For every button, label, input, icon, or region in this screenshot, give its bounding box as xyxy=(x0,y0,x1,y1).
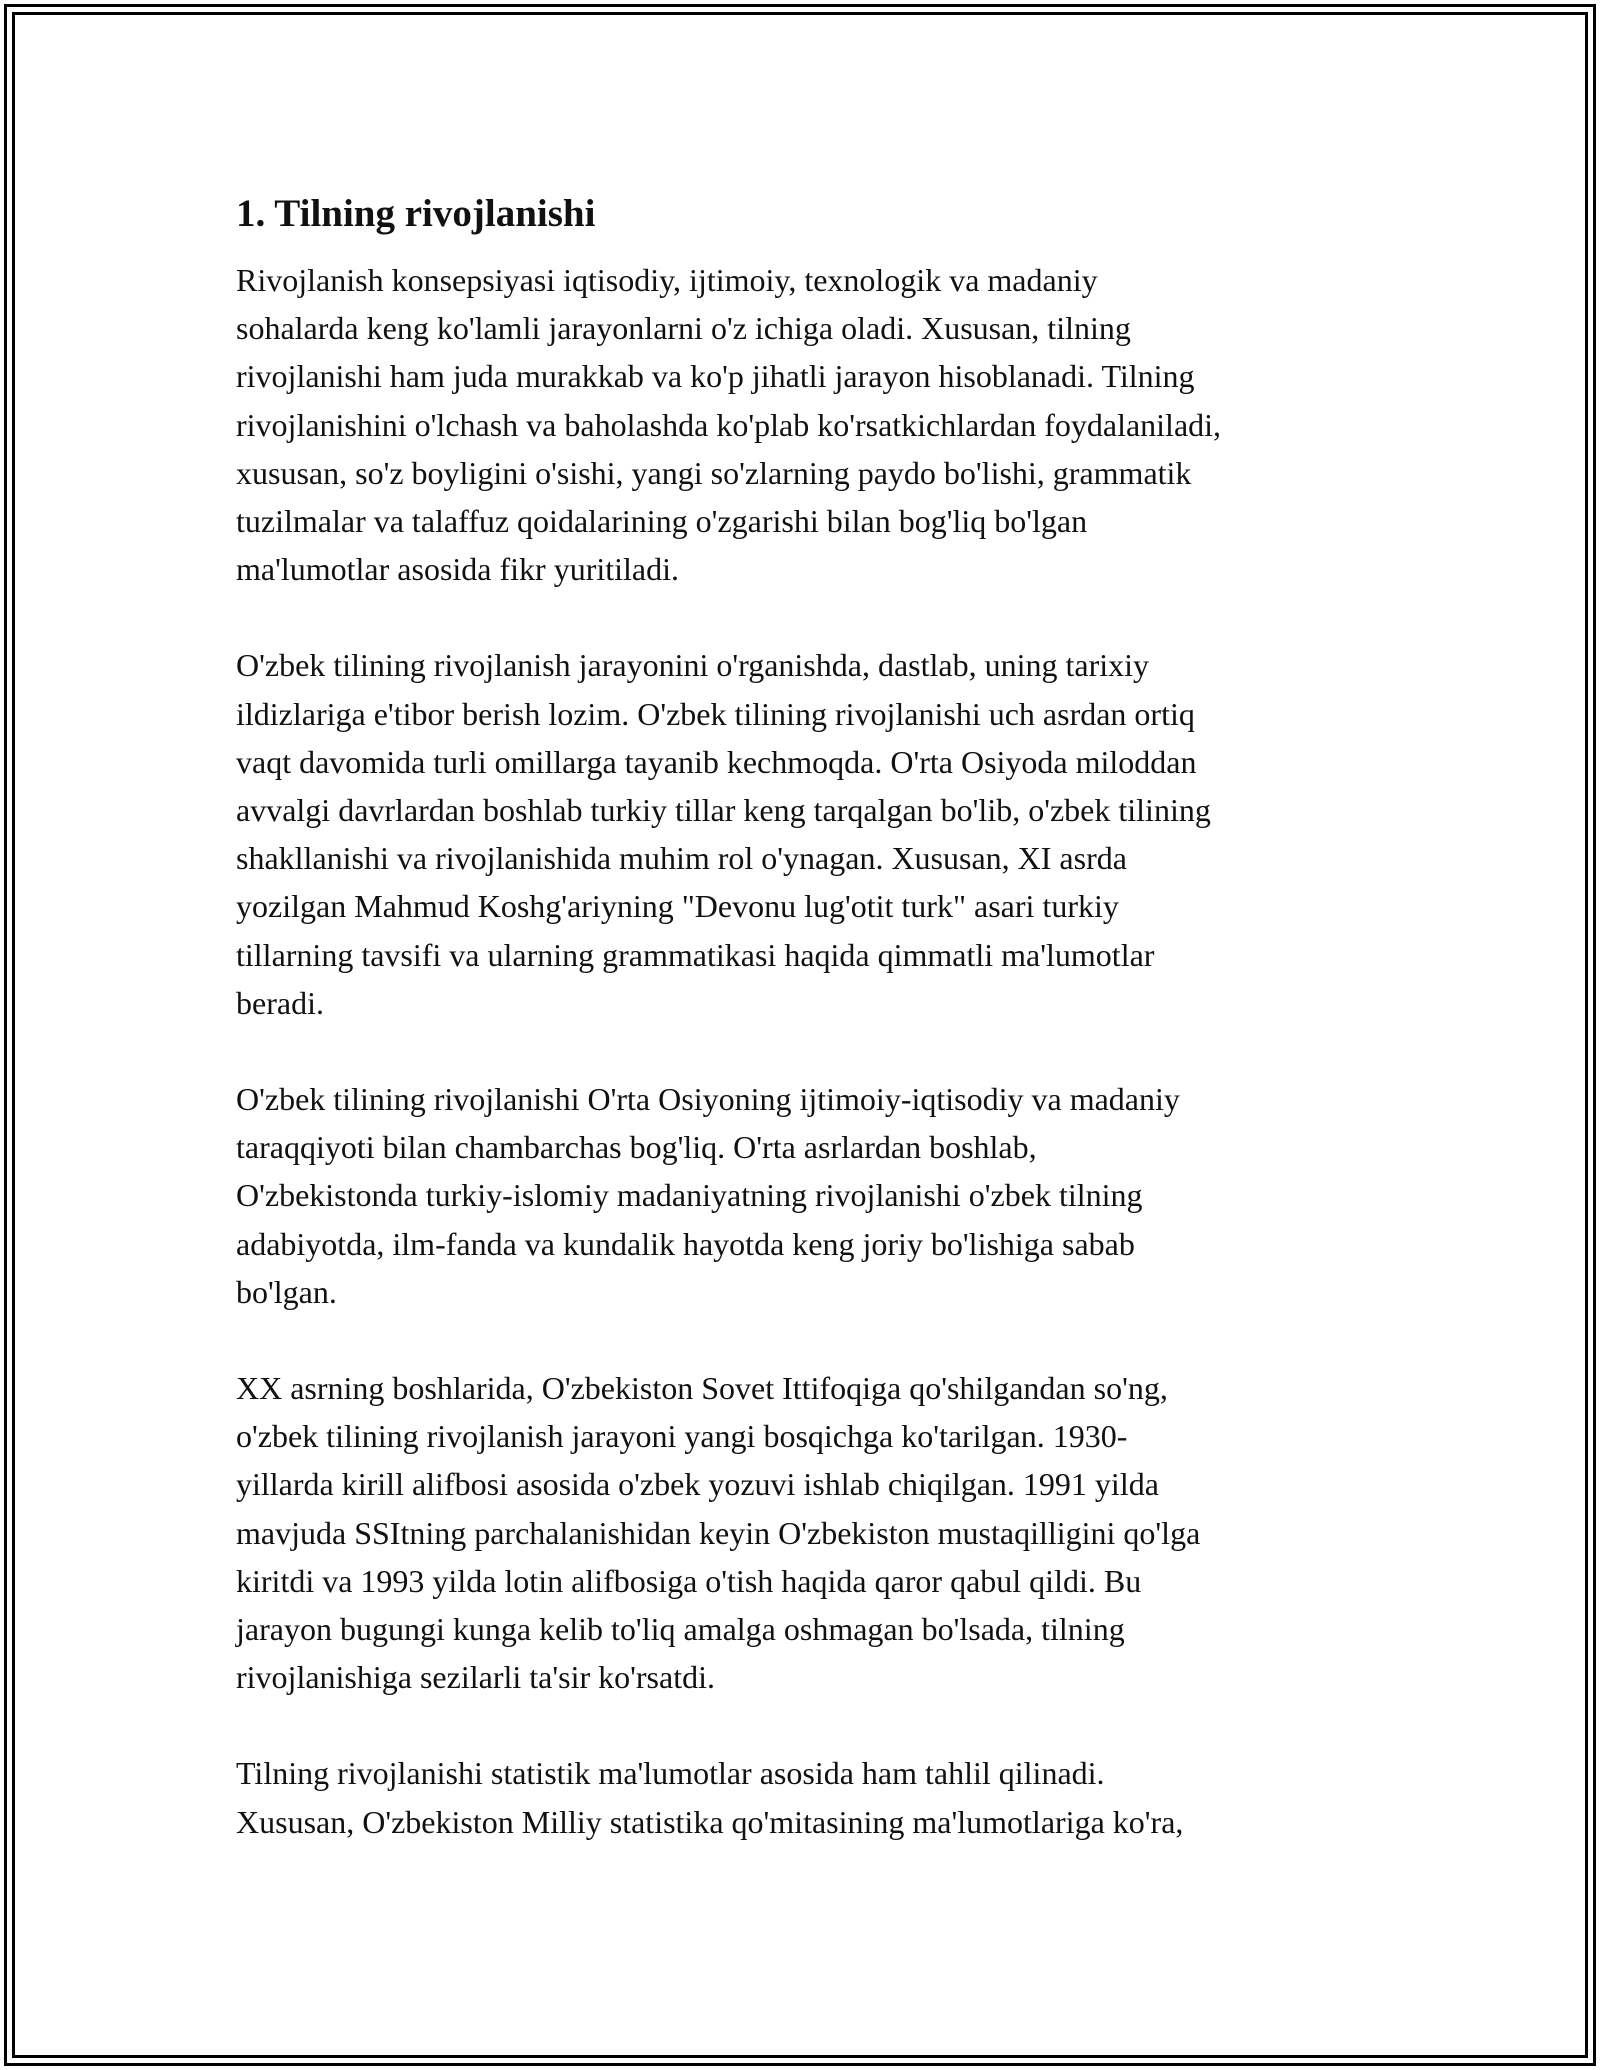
text-line: vaqt davomida turli omillarga tayanib kechmoqda. O'rta Osiyoda miloddan xyxy=(236,743,1197,780)
paragraph xyxy=(236,256,1386,593)
text-line: ildizlariga e'tibor berish lozim. O'zbek tilining rivojlanishi uch asrdan ortiq xyxy=(236,695,1195,732)
text-line: yozilgan Mahmud Koshg'ariyning "Devonu lug'otit turk" asari turkiy xyxy=(236,888,1119,925)
paragraph xyxy=(236,1749,1386,1845)
text-line: tuzilmalar va talaffuz qoidalarining o'zgarishi bilan bog'liq bo'lgan xyxy=(236,503,1088,540)
text-line: bo'lgan. xyxy=(236,1273,337,1310)
text-line: shakllanishi va rivojlanishida muhim rol o'ynagan. Xususan, XI asrda xyxy=(236,840,1127,877)
text-line: tillarning tavsifi va ularning grammatikasi haqida qimmatli ma'lumotlar xyxy=(236,936,1155,973)
paragraph xyxy=(236,1364,1386,1701)
text-line: O'zbek tilining rivojlanish jarayonini o'rganishda, dastlab, uning tarixiy xyxy=(236,647,1149,684)
paragraph xyxy=(236,641,1386,1027)
text-line: yillarda kirill alifbosi asosida o'zbek yozuvi ishlab chiqilgan. 1991 yilda xyxy=(236,1466,1159,1503)
text-line: beradi. xyxy=(236,984,324,1021)
paragraph-list xyxy=(236,256,1386,1846)
text-line: sohalarda keng ko'lamli jarayonlarni o'z ichiga oladi. Xususan, tilning xyxy=(236,310,1131,347)
text-line: o'zbek tilining rivojlanish jarayoni yangi bosqichga ko'tarilgan. 1930- xyxy=(236,1418,1128,1455)
text-line: mavjuda SSItning parchalanishidan keyin O'zbekiston mustaqilligini qo'lga xyxy=(236,1514,1201,1551)
text-line: avvalgi davrlardan boshlab turkiy tillar keng tarqalgan bo'lib, o'zbek tilining xyxy=(236,792,1211,829)
text-line: XX asrning boshlarida, O'zbekiston Sovet Ittifoqiga qo'shilgandan so'ng, xyxy=(236,1370,1168,1407)
text-line: rivojlanishini o'lchash va baholashda ko'plab ko'rsatkichlardan foydalaniladi, xyxy=(236,406,1222,443)
document-body xyxy=(236,188,1386,1894)
text-line: ma'lumotlar asosida fikr yuritiladi. xyxy=(236,551,679,588)
text-line: taraqqiyoti bilan chambarchas bog'liq. O'rta asrlardan boshlab, xyxy=(236,1129,1037,1166)
paragraph xyxy=(236,1075,1386,1316)
text-line: Tilning rivojlanishi statistik ma'lumotlar asosida ham tahlil qilinadi. xyxy=(236,1755,1105,1792)
text-line: jarayon bugungi kunga kelib to'liq amalga oshmagan bo'lsada, tilning xyxy=(236,1611,1125,1648)
text-line: kiritdi va 1993 yilda lotin alifbosiga o'tish haqida qaror qabul qildi. Bu xyxy=(236,1562,1142,1599)
text-line: adabiyotda, ilm-fanda va kundalik hayotda keng joriy bo'lishiga sabab xyxy=(236,1225,1135,1262)
text-line: Xususan, O'zbekiston Milliy statistika qo'mitasining ma'lumotlariga ko'ra, xyxy=(236,1803,1184,1840)
text-line: O'zbek tilining rivojlanishi O'rta Osiyoning ijtimoiy-iqtisodiy va madaniy xyxy=(236,1081,1180,1118)
text-line: rivojlanishiga sezilarli ta'sir ko'rsatdi. xyxy=(236,1659,715,1696)
text-line: O'zbekistonda turkiy-islomiy madaniyatning rivojlanishi o'zbek tilning xyxy=(236,1177,1143,1214)
text-line: rivojlanishi ham juda murakkab va ko'p jihatli jarayon hisoblanadi. Tilning xyxy=(236,358,1195,395)
section-heading: 1. Tilning rivojlanishi xyxy=(236,192,596,235)
text-line: Rivojlanish konsepsiyasi iqtisodiy, ijtimoiy, texnologik va madaniy xyxy=(236,262,1098,298)
text-line: xususan, so'z boyligini o'sishi, yangi so'zlarning paydo bo'lishi, grammatik xyxy=(236,454,1192,491)
